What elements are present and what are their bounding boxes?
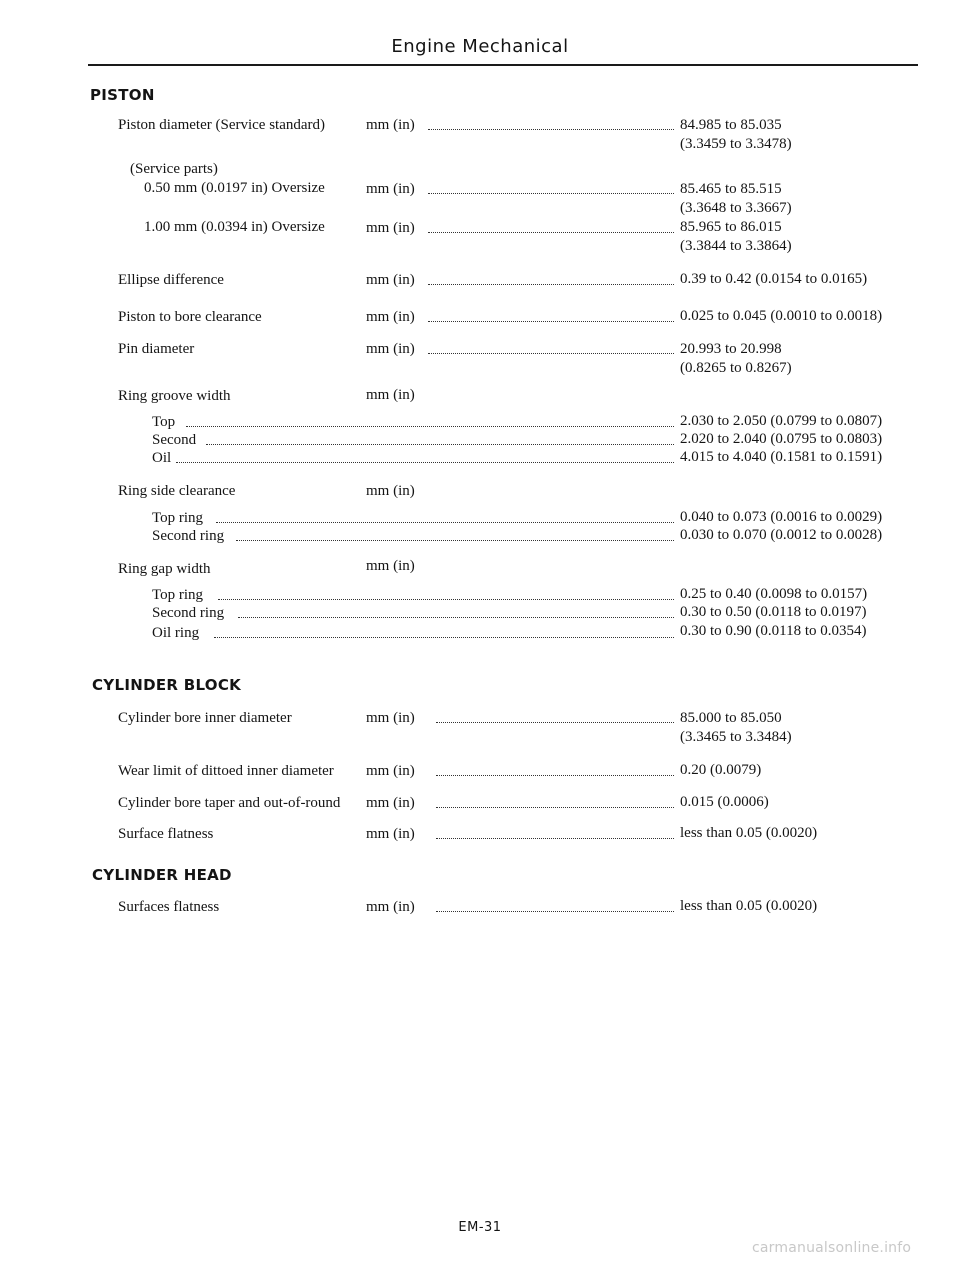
spec-label-surface-flatness: Surface flatness [118,826,214,842]
leader-dots [428,232,674,233]
spec-sublabel-gap-second: Second ring [152,605,225,621]
spec-label-service-parts: (Service parts) [130,161,218,177]
leader-dots [428,193,674,194]
page-header-title: Engine Mechanical [391,36,569,57]
spec-unit-gap-width: mm (in) [366,558,415,574]
spec-unit-bore-clearance: mm (in) [366,309,415,325]
leader-dots [428,353,674,354]
spec-label-head-flatness: Surfaces flatness [118,899,220,915]
leader-dots [206,444,674,445]
spec-unit-oversize-050: mm (in) [366,181,415,197]
spec-unit-wear-limit: mm (in) [366,763,415,779]
spec-unit-head-flatness: mm (in) [366,899,415,915]
spec-label-bore-clearance: Piston to bore clearance [118,309,262,325]
spec-value-groove-second: 2.020 to 2.040 (0.0795 to 0.0803) [680,431,883,447]
section-title-cylinder-head: CYLINDER HEAD [92,866,232,884]
spec-unit-bore-diameter: mm (in) [366,710,415,726]
spec-value-side-second: 0.030 to 0.070 (0.0012 to 0.0028) [680,527,883,543]
spec-unit-groove-width: mm (in) [366,387,415,403]
spec-label-gap-width: Ring gap width [118,561,211,577]
spec-unit-ellipse: mm (in) [366,272,415,288]
spec-unit-side-clearance: mm (in) [366,483,415,499]
spec-value-gap-second: 0.30 to 0.50 (0.0118 to 0.0197) [680,604,867,620]
spec-label-bore-diameter: Cylinder bore inner diameter [118,710,292,726]
leader-dots [216,522,674,523]
spec-label-wear-limit: Wear limit of dittoed inner diameter [118,763,334,779]
leader-dots [436,838,674,839]
spec-sublabel-groove-second: Second [152,432,197,448]
spec-label-side-clearance: Ring side clearance [118,483,236,499]
leader-dots [214,637,674,638]
leader-dots [436,722,674,723]
spec-unit-oversize-100: mm (in) [366,220,415,236]
leader-dots [176,462,674,463]
spec-value-piston-diameter-in: (3.3459 to 3.3478) [680,136,792,152]
spec-value-oversize-100: 85.965 to 86.015 [680,219,782,235]
spec-unit-surface-flatness: mm (in) [366,826,415,842]
spec-sublabel-gap-top: Top ring [152,587,204,603]
leader-dots [218,599,674,600]
leader-dots [428,129,674,130]
spec-label-ellipse: Ellipse difference [118,272,224,288]
spec-unit-pin-diameter: mm (in) [366,341,415,357]
spec-value-groove-top: 2.030 to 2.050 (0.0799 to 0.0807) [680,413,883,429]
spec-value-gap-oil: 0.30 to 0.90 (0.0118 to 0.0354) [680,623,867,639]
spec-value-oversize-050: 85.465 to 85.515 [680,181,782,197]
leader-dots [436,775,674,776]
spec-label-oversize-100: 1.00 mm (0.0394 in) Oversize [144,219,325,235]
watermark-text: carmanualsonline.info [752,1240,912,1256]
spec-label-oversize-050: 0.50 mm (0.0197 in) Oversize [144,180,325,196]
leader-dots [186,426,674,427]
leader-dots [436,911,674,912]
leader-dots [238,617,674,618]
spec-label-groove-width: Ring groove width [118,388,231,404]
spec-unit-taper: mm (in) [366,795,415,811]
spec-value-side-top: 0.040 to 0.073 (0.0016 to 0.0029) [680,509,883,525]
spec-sublabel-side-top: Top ring [152,510,204,526]
spec-value-ellipse: 0.39 to 0.42 (0.0154 to 0.0165) [680,271,868,287]
leader-dots [436,807,674,808]
spec-value-oversize-100-in: (3.3844 to 3.3864) [680,238,792,254]
spec-sublabel-gap-oil: Oil ring [152,625,200,641]
spec-value-oversize-050-in: (3.3648 to 3.3667) [680,200,792,216]
spec-value-taper: 0.015 (0.0006) [680,794,769,810]
page-number: EM-31 [458,1220,502,1235]
spec-label-piston-diameter: Piston diameter (Service standard) [118,117,326,133]
spec-value-bore-diameter: 85.000 to 85.050 [680,710,782,726]
spec-value-bore-clearance: 0.025 to 0.045 (0.0010 to 0.0018) [680,308,883,324]
spec-value-pin-diameter-in: (0.8265 to 0.8267) [680,360,792,376]
spec-label-pin-diameter: Pin diameter [118,341,195,357]
section-title-cylinder-block: CYLINDER BLOCK [92,676,242,694]
spec-value-gap-top: 0.25 to 0.40 (0.0098 to 0.0157) [680,586,868,602]
spec-value-piston-diameter: 84.985 to 85.035 [680,117,782,133]
spec-value-bore-diameter-in: (3.3465 to 3.3484) [680,729,792,745]
spec-sublabel-side-second: Second ring [152,528,225,544]
section-title-piston: PISTON [90,86,155,104]
spec-value-surface-flatness: less than 0.05 (0.0020) [680,825,818,841]
spec-sublabel-groove-top: Top [152,414,176,430]
spec-unit-piston-diameter: mm (in) [366,117,415,133]
spec-sublabel-groove-oil: Oil [152,450,172,466]
spec-value-wear-limit: 0.20 (0.0079) [680,762,762,778]
spec-value-pin-diameter: 20.993 to 20.998 [680,341,782,357]
spec-value-head-flatness: less than 0.05 (0.0020) [680,898,818,914]
leader-dots [236,540,674,541]
header-rule [88,64,918,66]
leader-dots [428,284,674,285]
spec-value-groove-oil: 4.015 to 4.040 (0.1581 to 0.1591) [680,449,883,465]
spec-label-taper: Cylinder bore taper and out-of-round [118,795,341,811]
leader-dots [428,321,674,322]
